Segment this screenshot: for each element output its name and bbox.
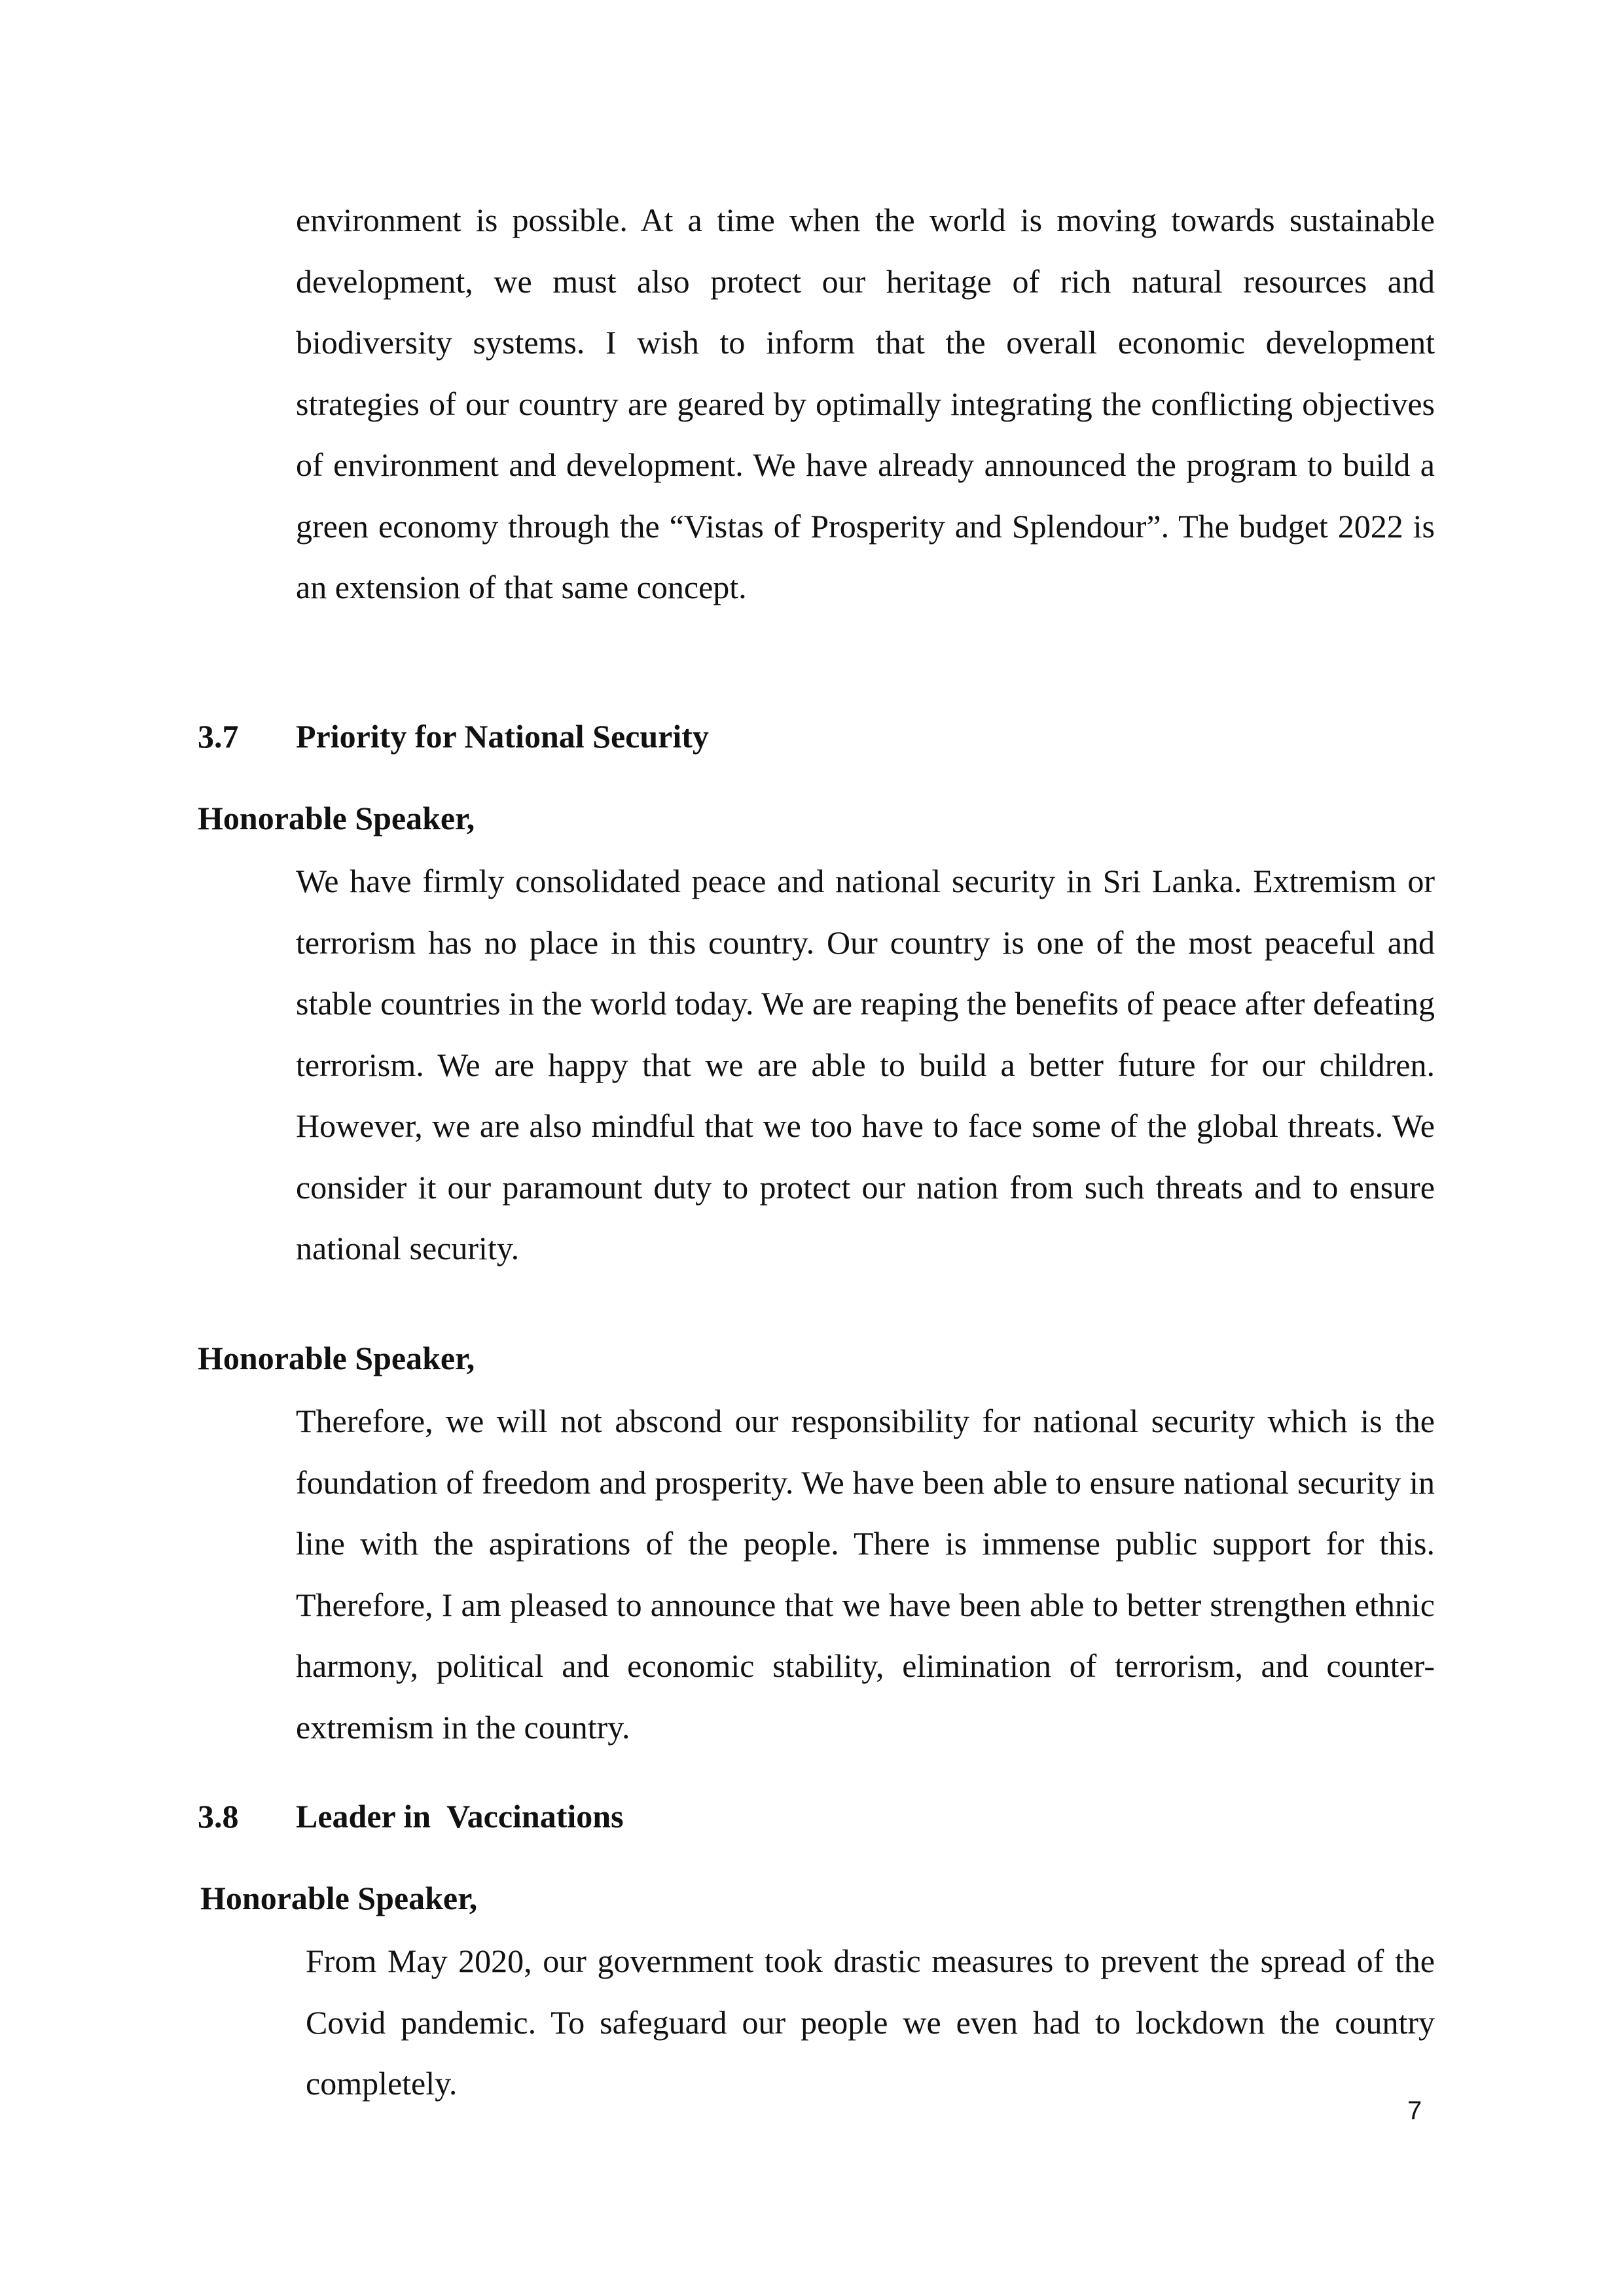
page-number: 7 (1407, 2096, 1422, 2125)
salutation-heading: Honorable Speaker, (198, 1340, 475, 1376)
section-number-3-7: 3.7 (198, 718, 239, 755)
salutation-heading: Honorable Speaker, (198, 800, 475, 836)
national-security-paragraph-1: We have firmly consolidated peace and national security in Sri Lanka. Extremism or terrorism has no place in this country. Our country is one of the most peaceful and stable countries in the world today. We are reaping the benefits of peace after defeating terrorism. We are happy that we are able to build a better future for our children. However, we are also mindful that we too have to face some of the global threats. We consider it our paramount duty to protect our nation from such threats and to ensure national security. (296, 863, 1435, 1266)
section-number-3-8: 3.8 (198, 1798, 239, 1835)
salutation-heading: Honorable Speaker, (200, 1880, 478, 1916)
intro-paragraph: environment is possible. At a time when the world is moving towards sustainable development, we must also protect our heritage of rich natural resources and biodiversity systems. I wish to inform that the overall economic development strategies of our country are geared by optimally integrating the conflicting objectives of environment and development. We have already announced the program to build a green economy through the “Vistas of Prosperity and Splendour”. The budget 2022 is an extension of that same concept. (296, 202, 1435, 605)
section-title-national-security: Priority for National Security (296, 718, 709, 755)
section-title-vaccinations: Leader in Vaccinations (296, 1798, 624, 1835)
vaccinations-paragraph: From May 2020, our government took drastic measures to prevent the spread of the Covid pandemic. To safeguard our people we even had to lockdown the country completely. (306, 1943, 1435, 2102)
national-security-paragraph-2: Therefore, we will not abscond our responsibility for national security which is the foundation of freedom and prosperity. We have been able to ensure national security in line with the aspirations of the people. There is immense public support for this. Therefore, I am pleased to announce that we have been able to better strengthen ethnic harmony, political and economic stability, elimination of terrorism, and counter-extremism in the country. (296, 1403, 1435, 1746)
